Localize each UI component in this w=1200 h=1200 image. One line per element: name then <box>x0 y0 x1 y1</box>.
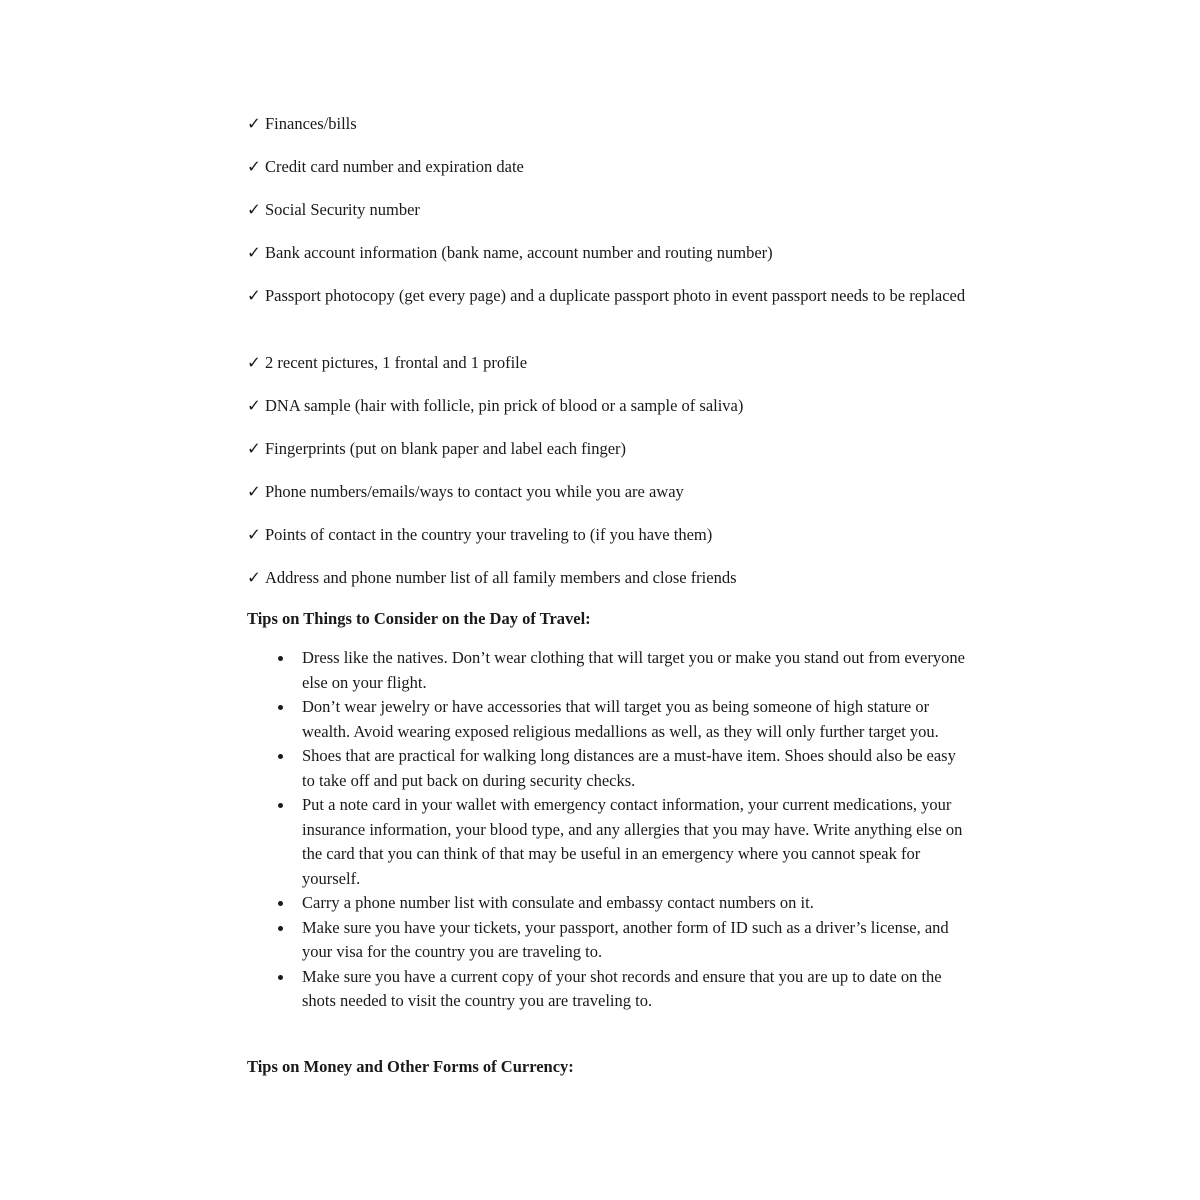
list-item <box>247 916 967 965</box>
list-item <box>247 744 967 793</box>
bullet-icon <box>278 975 283 980</box>
checklist-item <box>247 197 967 222</box>
checklist-item <box>247 350 967 375</box>
checkmark-icon: ✓ <box>247 525 261 544</box>
checklist-item <box>247 522 967 547</box>
money-heading: Tips on Money and Other Forms of Currency: <box>247 1057 574 1076</box>
checklist-item <box>247 479 967 504</box>
checklist-item-text: Passport photocopy (get every page) and a duplicate passport photo in event passport needs to be replaced <box>265 286 966 305</box>
checkmark-icon: ✓ <box>247 396 261 415</box>
checklist-item <box>247 283 967 308</box>
checklist-item <box>247 393 967 418</box>
list-item-text: Shoes that are practical for walking long distances are a must-have item. Shoes should also be easy to take off and put back on during security checks. <box>302 746 956 790</box>
list-item-text: Dress like the natives. Don’t wear clothing that will target you or make you stand out from everyone else on your flight. <box>302 648 965 692</box>
bullet-icon <box>278 803 283 808</box>
checkmark-icon: ✓ <box>247 286 261 305</box>
checklist-item <box>247 111 967 136</box>
day-of-travel-list <box>247 646 967 1014</box>
checkmark-icon: ✓ <box>247 157 261 176</box>
checklist-item-text: Credit card number and expiration date <box>265 157 524 176</box>
checkmark-icon: ✓ <box>247 568 261 587</box>
checklist-item-text: Social Security number <box>265 200 420 219</box>
list-item-text: Make sure you have your tickets, your passport, another form of ID such as a driver’s license, and your visa for the country you are traveling to. <box>302 917 949 961</box>
bullet-icon <box>278 901 283 906</box>
checkmark-icon: ✓ <box>247 200 261 219</box>
list-item-text: Put a note card in your wallet with emergency contact information, your current medications, your insurance information, your blood type, and any allergies that you may have. Write anything else on the card that you can think of that may be useful in an emergency where you cannot speak for yourself. <box>302 795 963 888</box>
checklist-item <box>247 436 967 461</box>
checklist-item-text: Points of contact in the country your traveling to (if you have them) <box>265 525 713 544</box>
checkmark-icon: ✓ <box>247 482 261 501</box>
bullet-icon <box>278 754 283 759</box>
list-item <box>247 646 967 695</box>
checklist-item-text: Bank account information (bank name, account number and routing number) <box>265 243 773 262</box>
checkmark-icon: ✓ <box>247 243 261 262</box>
checklist-item-text: Address and phone number list of all family members and close friends <box>265 568 737 587</box>
checklist-item <box>247 154 967 179</box>
list-item-text: Make sure you have a current copy of your shot records and ensure that you are up to date on the shots needed to visit the country you are traveling to. <box>302 966 942 1010</box>
bullet-icon <box>278 926 283 931</box>
checkmark-icon: ✓ <box>247 439 261 458</box>
checklist-item <box>247 565 967 590</box>
list-item <box>247 793 967 891</box>
checklist-item-text: DNA sample (hair with follicle, pin prick of blood or a sample of saliva) <box>265 396 744 415</box>
list-item <box>247 965 967 1014</box>
list-item <box>247 891 967 916</box>
checklist-item-text: Finances/bills <box>265 114 357 133</box>
bullet-icon <box>278 705 283 710</box>
checklist-item-text: 2 recent pictures, 1 frontal and 1 profile <box>265 353 528 372</box>
checkmark-icon: ✓ <box>247 114 261 133</box>
checklist-item <box>247 240 967 265</box>
bullet-icon <box>278 656 283 661</box>
day-of-travel-heading: Tips on Things to Consider on the Day of Travel: <box>247 609 591 628</box>
checklist-item-text: Fingerprints (put on blank paper and label each finger) <box>265 439 627 458</box>
list-item-text: Carry a phone number list with consulate and embassy contact numbers on it. <box>302 893 814 912</box>
checklist-item-text: Phone numbers/emails/ways to contact you while you are away <box>265 482 684 501</box>
list-item <box>247 695 967 744</box>
checkmark-icon: ✓ <box>247 353 261 372</box>
list-item-text: Don’t wear jewelry or have accessories that will target you as being someone of high stature or wealth. Avoid wearing exposed religious medallions as well, as they will only further target you. <box>302 697 939 741</box>
